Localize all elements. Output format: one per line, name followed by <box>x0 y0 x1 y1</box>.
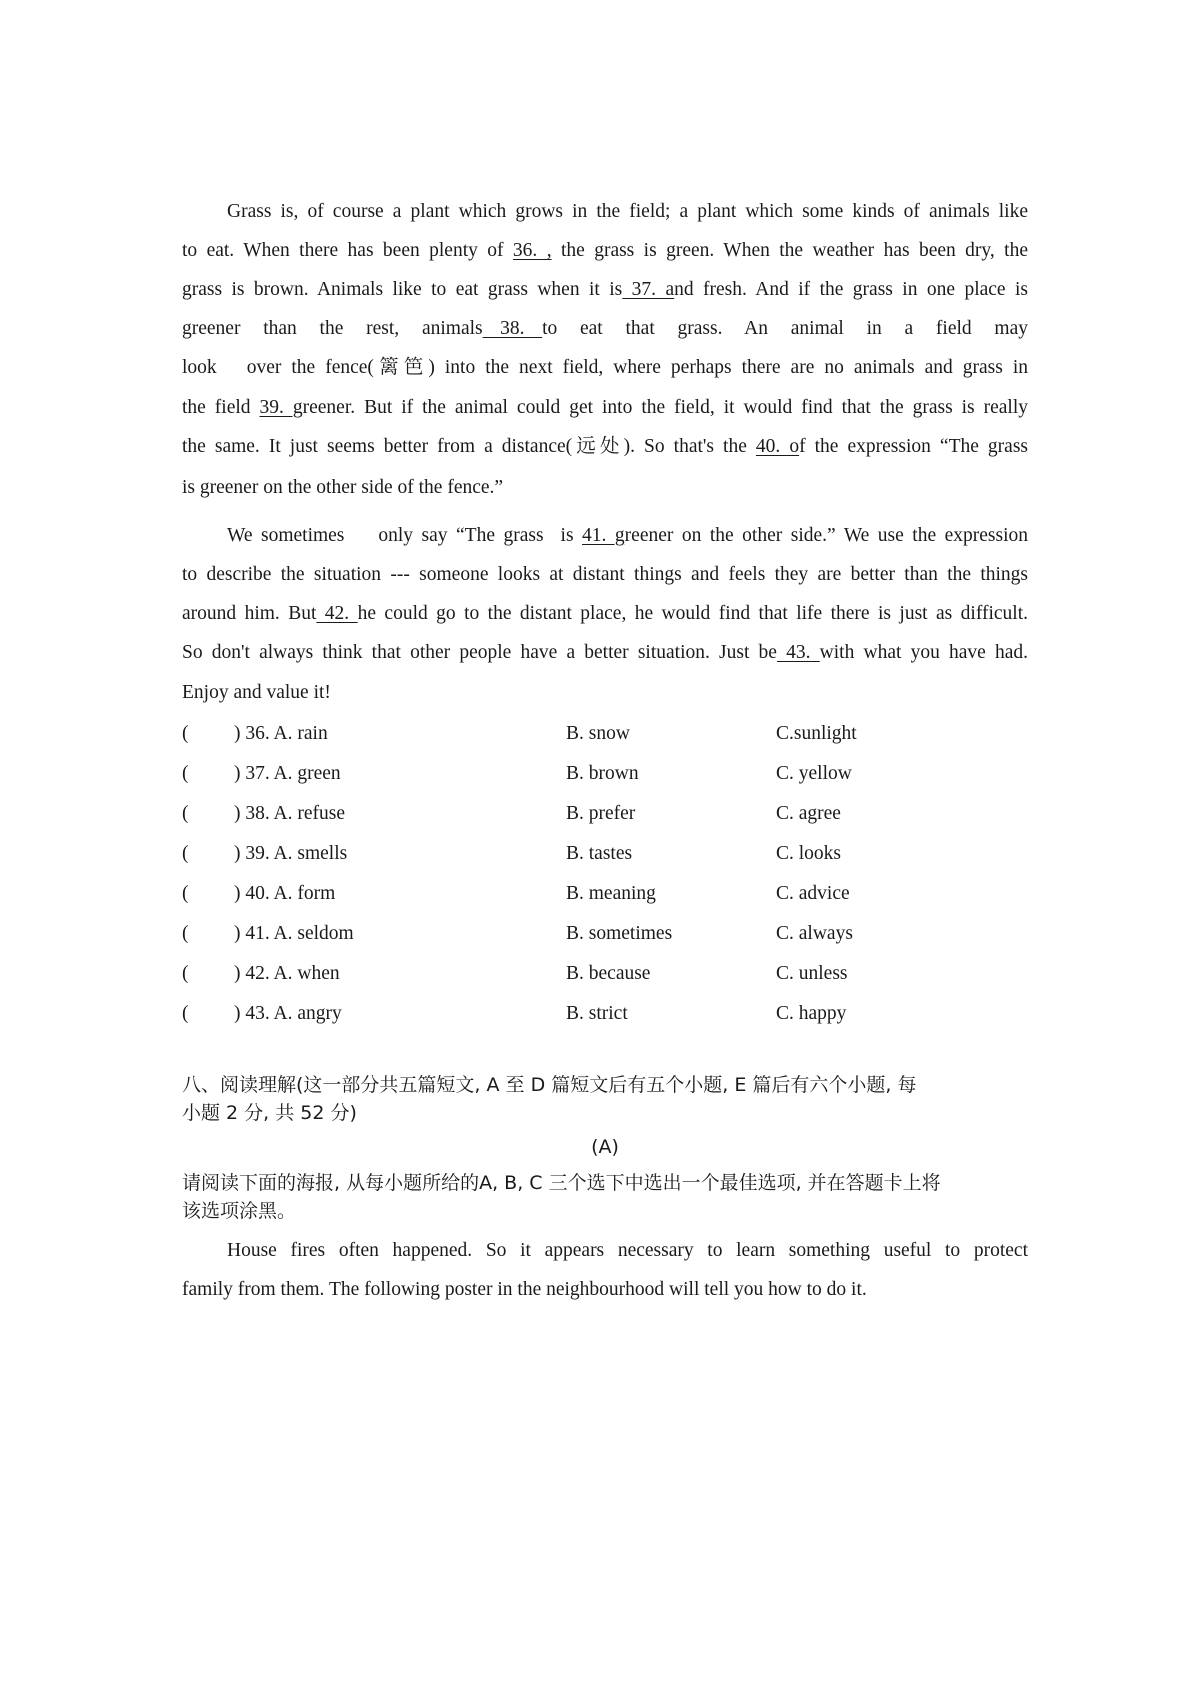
option-c: C. happy <box>776 1003 847 1024</box>
text: with what you have had. <box>819 642 1029 663</box>
cloze-p2-line4 <box>182 633 1028 672</box>
option-row-37 <box>182 754 1028 794</box>
cloze-p1-line6 <box>182 388 1028 427</box>
option-row-38 <box>182 794 1028 834</box>
text: to eat. When there has been plenty of <box>182 240 513 261</box>
option-b: B. brown <box>566 763 639 784</box>
text: reener on the other side.” We use the expression <box>624 525 1029 546</box>
option-c: C. looks <box>776 843 842 864</box>
text: Enjoy and value it! <box>182 682 331 703</box>
option-b: B. strict <box>566 1003 628 1024</box>
option-b: B. sometimes <box>566 923 673 944</box>
option-b: B. meaning <box>566 883 656 904</box>
option-c: C. always <box>776 923 853 944</box>
answer-paren: ( <box>182 803 189 824</box>
option-row-41 <box>182 914 1028 954</box>
section-heading-line1: 八、阅读理解(这一部分共五篇短文, A 至 D 篇短文后有五个小题, E 篇后有六个小题, 每 <box>182 1074 917 1096</box>
text: the grass is green. When the weather has been dry, the <box>551 240 1028 261</box>
cloze-p2-line2 <box>182 555 1028 594</box>
answer-paren: ( <box>182 1003 189 1024</box>
blank-43: 43. <box>776 642 820 663</box>
text: family from them. The following poster in the neighbourhood will tell you how to do it. <box>182 1279 867 1300</box>
text: around him. But <box>182 603 317 624</box>
question-and-option-a: ) 42. A. when <box>234 963 340 984</box>
option-b: B. tastes <box>566 843 633 864</box>
cloze-p1-line7 <box>182 427 1028 466</box>
text: is greener on the other side of the fence.” <box>182 477 504 498</box>
option-row-42 <box>182 954 1028 994</box>
option-b: B. because <box>566 963 651 984</box>
blank-41: 41. g <box>582 525 625 546</box>
text: to eat that grass. An animal in a field may <box>542 318 1029 339</box>
option-row-43 <box>182 994 1028 1034</box>
question-and-option-a: ) 43. A. angry <box>234 1003 342 1024</box>
text: reener. But if the animal could get into the field, it would find that the grass is really <box>302 397 1029 418</box>
option-row-40 <box>182 874 1028 914</box>
cloze-p1-line2 <box>182 231 1028 270</box>
answer-paren: ( <box>182 963 189 984</box>
text: f the expression “The grass <box>799 436 1029 457</box>
option-b: B. prefer <box>566 803 636 824</box>
text: to describe the situation --- someone looks at distant things and feels they are better than the things <box>182 564 1028 585</box>
answer-paren: ( <box>182 723 189 744</box>
blank-39: 39. g <box>259 397 303 418</box>
part-label: (A) <box>591 1136 619 1158</box>
text: grass is brown. Animals like to eat grass when it is <box>182 279 623 300</box>
question-and-option-a: ) 40. A. form <box>234 883 336 904</box>
text: he could go to the distant place, he would find that life there is just as difficult. <box>357 603 1029 624</box>
text: So don't always think that other people have a better situation. Just be <box>182 642 777 663</box>
question-and-option-a: ) 41. A. seldom <box>234 923 354 944</box>
blank-40: 40. o <box>755 436 800 457</box>
intro-line1 <box>182 1231 1028 1270</box>
option-b: B. snow <box>566 723 630 744</box>
question-and-option-a: ) 38. A. refuse <box>234 803 346 824</box>
text: nd fresh. And if the grass in one place is <box>674 279 1029 300</box>
blank-38: 38. <box>482 318 543 339</box>
instruction-line1: 请阅读下面的海报, 从每小题所给的A, B, C 三个选下中选出一个最佳选项, 并在答题卡上将 <box>182 1172 941 1194</box>
option-c: C. yellow <box>776 763 852 784</box>
question-and-option-a: ) 36. A. rain <box>234 723 328 744</box>
cloze-p1-line1 <box>182 192 1028 231</box>
option-c: C. advice <box>776 883 850 904</box>
intro-line2 <box>182 1270 1028 1309</box>
option-c: C. unless <box>776 963 848 984</box>
text: look over the fence(篱笆) into the next field, where perhaps there are no animals and grass in <box>182 357 1028 378</box>
answer-paren: ( <box>182 763 189 784</box>
answer-paren: ( <box>182 843 189 864</box>
cloze-p1-line5 <box>182 348 1028 387</box>
cloze-p2-line3 <box>182 594 1028 633</box>
text: the field <box>182 397 260 418</box>
text: the same. It just seems better from a distance(远处). So that's the <box>182 436 756 457</box>
text: We sometimes only say “The grass is <box>227 525 583 546</box>
option-c: C.sunlight <box>776 723 857 744</box>
blank-42: 42. <box>316 603 358 624</box>
section-heading-line2: 小题 2 分, 共 52 分) <box>182 1102 357 1124</box>
blank-36: 36. , <box>512 240 552 261</box>
text: Grass is, of course a plant which grows in the field; a plant which some kinds of animals like <box>227 201 1028 222</box>
text: House fires often happened. So it appears necessary to learn something useful to protect <box>227 1240 1028 1261</box>
text: greener than the rest, animals <box>182 318 483 339</box>
cloze-p1-line4 <box>182 309 1028 348</box>
option-row-39 <box>182 834 1028 874</box>
option-c: C. agree <box>776 803 841 824</box>
cloze-p2-line5 <box>182 673 1028 712</box>
question-and-option-a: ) 39. A. smells <box>234 843 348 864</box>
cloze-p1-line8 <box>182 468 1028 507</box>
answer-paren: ( <box>182 923 189 944</box>
blank-37: 37. a <box>622 279 675 300</box>
cloze-p1-line3 <box>182 270 1028 309</box>
instruction-line2: 该选项涂黑。 <box>182 1200 297 1222</box>
option-row-36 <box>182 714 1028 754</box>
answer-paren: ( <box>182 883 189 904</box>
cloze-p2-line1 <box>182 516 1028 555</box>
question-and-option-a: ) 37. A. green <box>234 763 341 784</box>
